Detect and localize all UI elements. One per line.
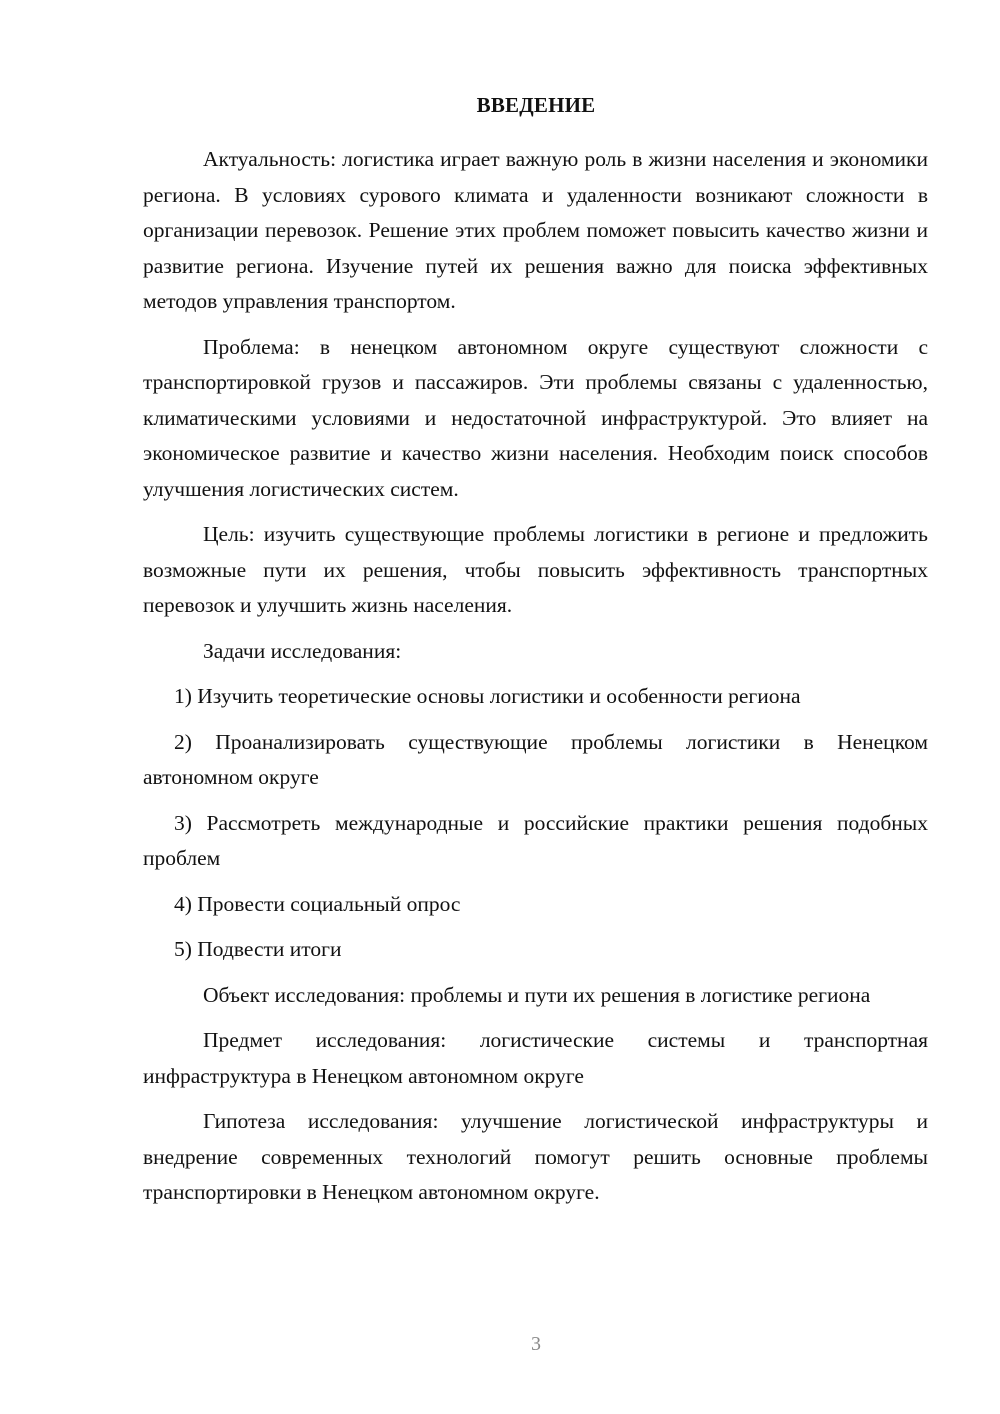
task-item-4: 4) Провести социальный опрос bbox=[174, 891, 461, 916]
tasks-heading: Задачи исследования: bbox=[203, 638, 402, 663]
task-item-1: 1) Изучить теоретические основы логистики и особенности региона bbox=[174, 684, 801, 708]
page-number: 3 bbox=[531, 1333, 541, 1355]
task-item-3: 3) Рассмотреть международные и российские практики решения подобных проблем bbox=[143, 810, 928, 870]
paragraph-subject: Предмет исследования: логистические системы и транспортная инфраструктура в Ненецком автономном округе bbox=[143, 1028, 928, 1088]
paragraph-object: Объект исследования: проблемы и пути их решения в логистике региона bbox=[203, 982, 871, 1007]
task-item-5: 5) Подвести итоги bbox=[174, 937, 342, 961]
task-item-2: 2) Проанализировать существующие проблемы логистики в Ненецком автономном округе bbox=[143, 729, 928, 789]
paragraph-problem: Проблема: в ненецком автономном округе существуют сложности с транспортировкой грузов и пассажиров. Эти проблемы связаны с удаленностью, климатическими условиями и недостаточной инфраструктурой. Это влияет на экономическое развитие и качество жизни населения. Необходим поиск способов улучшения логистических систем. bbox=[143, 334, 928, 501]
paragraph-relevance: Актуальность: логистика играет важную роль в жизни населения и экономики региона. В условиях сурового климата и удаленности возникают сложности в организации перевозок. Решение этих проблем поможет повысить качество жизни и развитие региона. Изучение путей их решения важно для поиска эффективных методов управления транспортом. bbox=[143, 147, 928, 313]
page-title: ВВЕДЕНИЕ bbox=[476, 93, 596, 117]
document-body bbox=[143, 142, 928, 1211]
paragraph-hypothesis: Гипотеза исследования: улучшение логистической инфраструктуры и внедрение современных технологий помогут решить основные проблемы транспортировки в Ненецком автономном округе. bbox=[143, 1109, 928, 1204]
paragraph-goal: Цель: изучить существующие проблемы логистики в регионе и предложить возможные пути их решения, чтобы повысить эффективность транспортных перевозок и улучшить жизнь населения. bbox=[143, 522, 928, 617]
